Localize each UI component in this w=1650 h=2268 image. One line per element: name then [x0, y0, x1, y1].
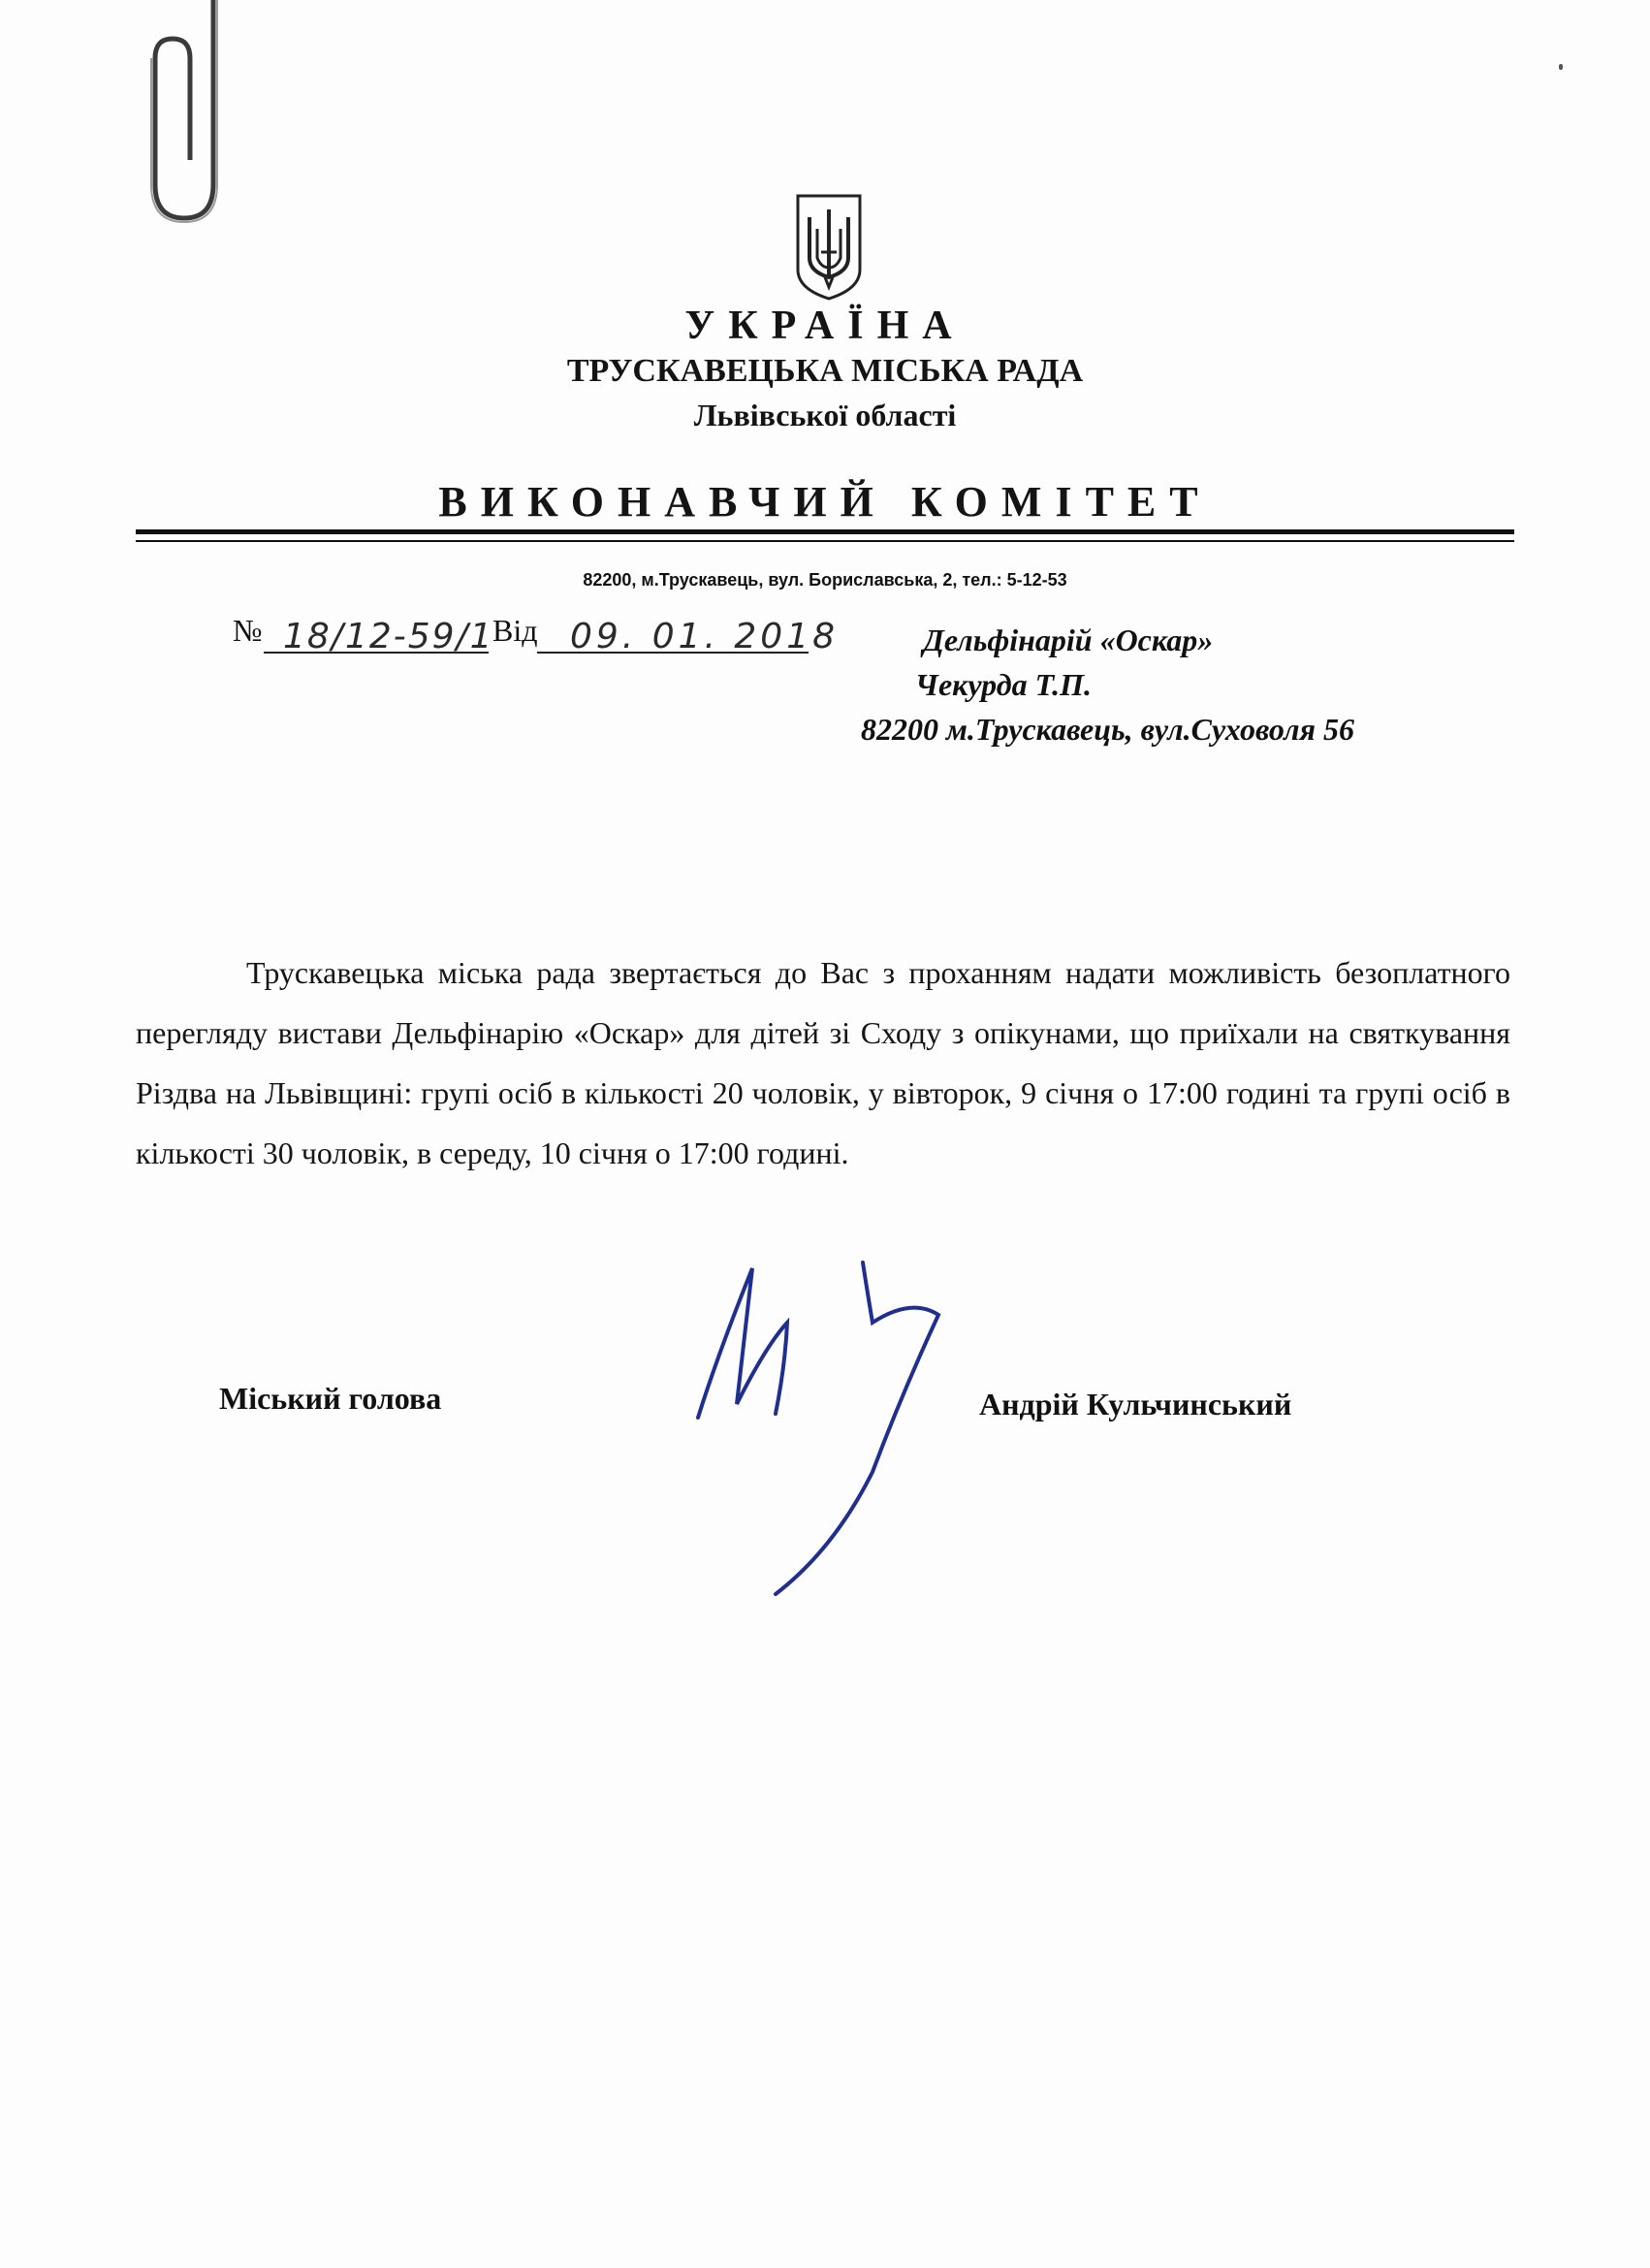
coat-of-arms-icon	[792, 190, 866, 303]
header-council: ТРУСКАВЕЦЬКА МІСЬКА РАДА	[566, 353, 1084, 389]
recipient-organization: Дельфінарій «Оскар»	[923, 623, 1214, 657]
recipient-address: 82200 м.Трускавець, вул.Суховоля 56	[861, 712, 1354, 747]
reg-date-value: 09. 01. 2018	[570, 617, 840, 656]
reg-date-label: Від	[492, 613, 538, 648]
handwritten-signature	[679, 1259, 969, 1608]
reg-number-label: №	[233, 613, 263, 648]
header-divider-thin	[136, 540, 1514, 542]
letter-body: Трускавецька міська рада звертається до Вас з проханням надати можливість безоплатного перегляду вистави Дельфінарію «Оскар» для дітей зі Сходу з опікунами, що приїхали на святкування Різдва на Львівщині: групі осіб в кількості 20 чоловік, у вівторок, 9 січня о 17:00 годині та групі осіб в кількості 30 чоловік, в середу, 10 січня о 17:00 годині.	[136, 955, 1510, 1170]
signatory-name: Андрій Кульчинський	[979, 1387, 1292, 1421]
scan-speck	[1559, 64, 1563, 70]
header-divider-thick	[136, 529, 1514, 534]
recipient-person: Чекурда Т.П.	[915, 667, 1093, 702]
header-executive-committee: ВИКОНАВЧИЙ КОМІТЕТ	[438, 478, 1212, 526]
signatory-role: Міський голова	[219, 1381, 442, 1416]
paper-clip-icon	[116, 0, 233, 233]
header-region: Львівської області	[693, 398, 957, 432]
header-country: УКРАЇНА	[684, 303, 966, 348]
reg-number-value: 18/12-59/1	[283, 617, 494, 656]
letterhead-address: 82200, м.Трускавець, вул. Бориславська, 2, тел.: 5-12-53	[583, 570, 1067, 590]
